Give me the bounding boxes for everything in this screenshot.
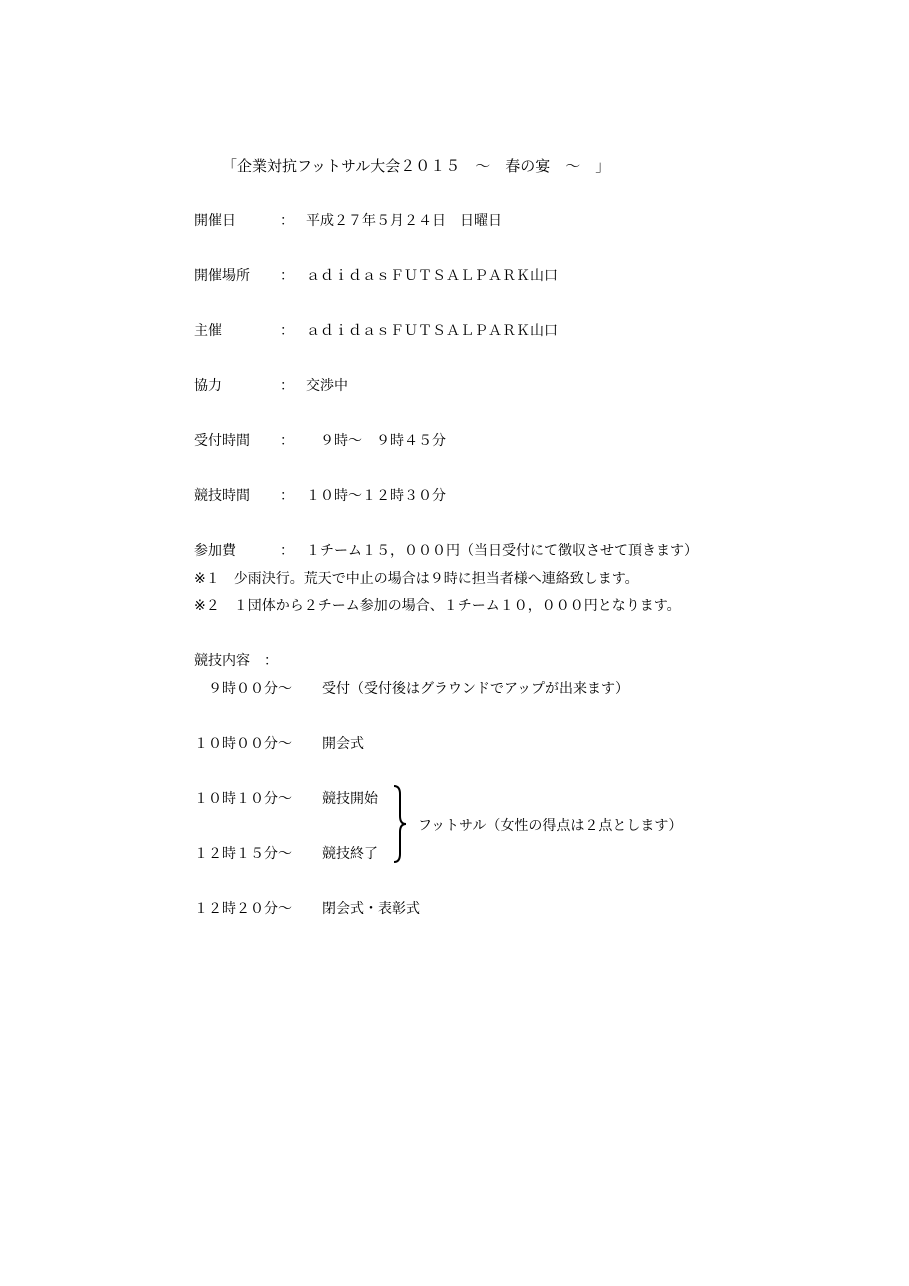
label-fee: 参加費 [194,543,236,559]
schedule-event: 競技開始 [322,791,378,807]
curly-brace-icon [392,784,408,864]
schedule-event: 開会式 [322,736,364,752]
value-reception-time: ９時～ ９時４５分 [306,433,446,449]
schedule-time: １０時００分～ [194,736,292,752]
schedule-time: ９時００分～ [194,681,292,697]
label-reception-time: 受付時間 [194,433,250,449]
bracket-note: フットサル（女性の得点は２点とします） [418,818,683,834]
value-cooperation: 交渉中 [306,378,348,394]
colon: ： [280,378,294,394]
colon: ： [280,433,294,449]
label-date: 開催日 [194,213,236,229]
schedule-event: 受付（受付後はグラウンドでアップが出来ます） [322,681,630,697]
schedule-label: 競技内容 ： [194,653,278,669]
label-organizer: 主催 [194,323,222,339]
value-venue: ａｄｉｄａｓＦＵＴＳＡＬＰＡＲＫ山口 [306,268,558,284]
value-organizer: ａｄｉｄａｓＦＵＴＳＡＬＰＡＲＫ山口 [306,323,558,339]
label-match-time: 競技時間 [194,488,250,504]
colon: ： [280,543,294,559]
schedule-event: 閉会式・表彰式 [322,901,420,917]
schedule-event: 競技終了 [322,846,378,862]
label-cooperation: 協力 [194,378,222,394]
colon: ： [280,323,294,339]
note-1: ※１ 少雨決行。荒天で中止の場合は９時に担当者様へ連絡致します。 [194,571,639,587]
value-date: 平成２７年５月２４日 日曜日 [306,213,502,229]
value-match-time: １０時～１２時３０分 [306,488,446,504]
label-venue: 開催場所 [194,268,250,284]
colon: ： [280,213,294,229]
schedule-time: １０時１０分～ [194,791,292,807]
value-fee: １チーム１５，０００円（当日受付にて徴収させて頂きます） [306,543,698,559]
schedule-time: １２時１５分～ [194,846,292,862]
colon: ： [280,268,294,284]
schedule-time: １２時２０分～ [194,901,292,917]
colon: ： [280,488,294,504]
note-2: ※２ １団体から２チーム参加の場合、１チーム１０，０００円となります。 [194,598,681,614]
document-title: 「企業対抗フットサル大会２０１５ ～ 春の宴 ～ 」 [222,157,611,175]
